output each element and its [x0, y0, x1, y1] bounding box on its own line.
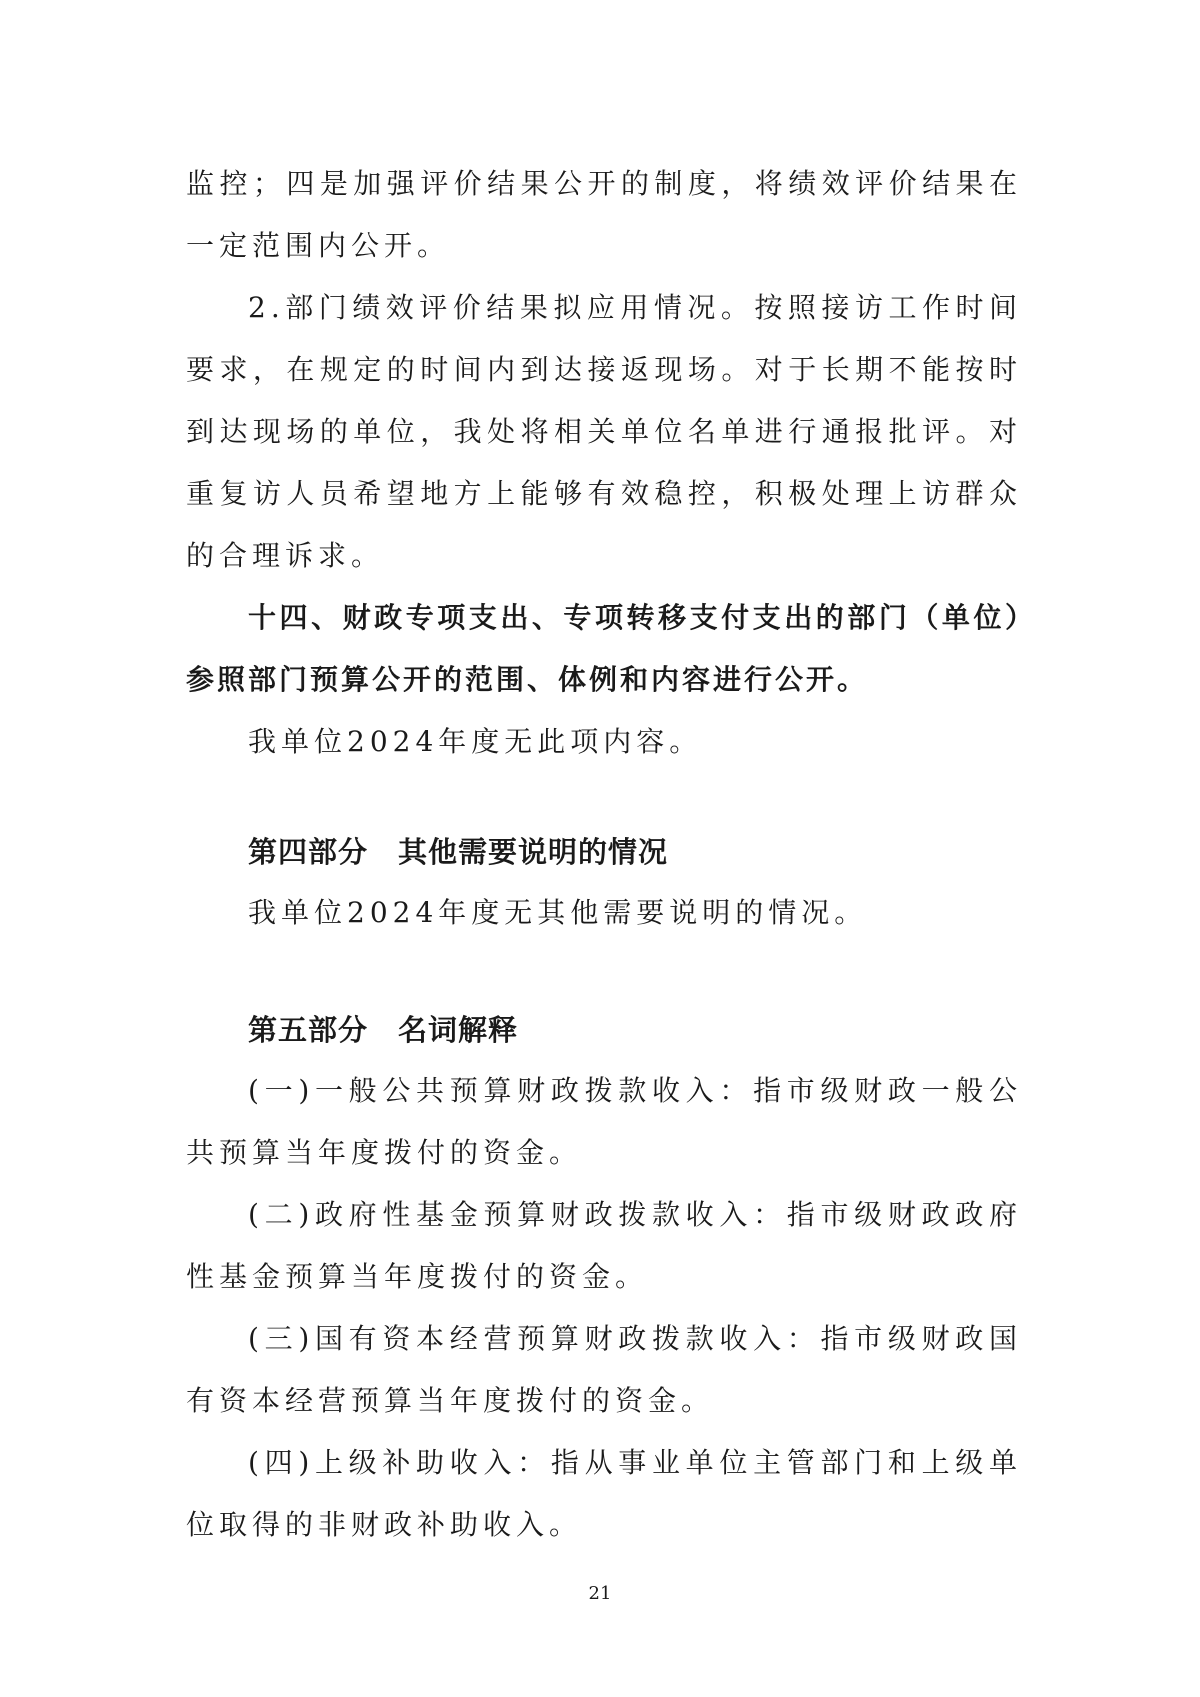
part-4-body: 我单位2024年度无其他需要说明的情况。: [248, 896, 868, 929]
section-14-title: 十四、财政专项支出、专项转移支付支出的部门（单位）参照部门预算公开的范围、体例和内容进行公开。: [186, 601, 1022, 696]
paragraph-monitoring: 监控；四是加强评价结果公开的制度，将绩效评价结果在一定范围内公开。: [186, 167, 1022, 262]
definition-item-1: (一)一般公共预算财政拨款收入：指市级财政一般公共预算当年度拨付的资金。: [186, 1074, 1022, 1169]
paragraph-evaluation-application: 2.部门绩效评价结果拟应用情况。按照接访工作时间要求，在规定的时间内到达接返现场。对于长期不能按时到达现场的单位，我处将相关单位名单进行通报批评。对重复访人员希望地方上能够有效稳控，积极处理上访群众的合理诉求。: [186, 291, 1022, 572]
part-5-heading: 第五部分 名词解释: [248, 1013, 519, 1047]
definition-item-3: (三)国有资本经营预算财政拨款收入：指市级财政国有资本经营预算当年度拨付的资金。: [186, 1322, 1022, 1417]
definition-item-4: (四)上级补助收入：指从事业单位主管部门和上级单位取得的非财政补助收入。: [186, 1446, 1022, 1541]
section-14-body: 我单位2024年度无此项内容。: [248, 725, 703, 758]
part-4-heading: 第四部分 其他需要说明的情况: [248, 835, 669, 869]
page-number: 21: [588, 1583, 612, 1604]
definition-item-2: (二)政府性基金预算财政拨款收入：指市级财政政府性基金预算当年度拨付的资金。: [186, 1198, 1022, 1293]
